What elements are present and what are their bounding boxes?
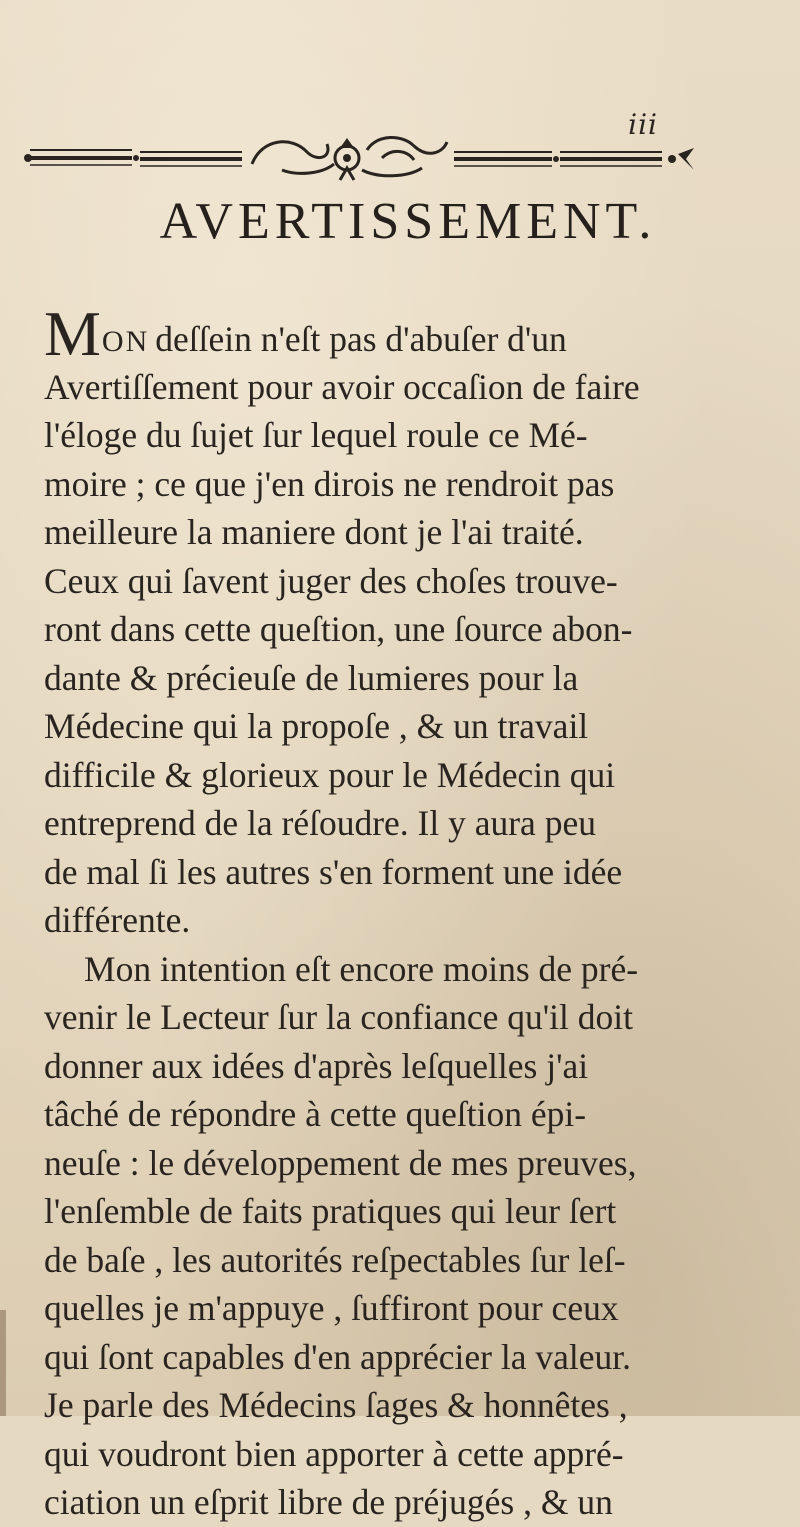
- section-heading: AVERTISSEMENT.: [159, 193, 657, 250]
- text-line: Avertiſſement pour avoir occaſion de faire: [44, 366, 640, 407]
- text-line: venir le Lecteur ſur la confiance qu'il doit: [44, 997, 633, 1037]
- drop-initial: M: [44, 298, 101, 369]
- line-text: deſſein n'eſt pas d'abuſer d'un: [155, 319, 567, 359]
- text-line: [44, 298, 774, 369]
- text-line: meilleure la maniere dont je l'ai traité.: [44, 512, 584, 552]
- text-line: ront dans cette queſtion, une ſource abon-: [44, 609, 633, 649]
- page-binding-edge: [0, 1310, 6, 1416]
- text-line: l'éloge du ſujet ſur lequel roule ce Mé-: [44, 415, 588, 455]
- text-line: Je parle des Médecins ſages & honnêtes ,: [44, 1385, 628, 1425]
- text-line: Ceux qui ſavent juger des choſes trouve-: [44, 560, 618, 601]
- text-line: de baſe , les autorités reſpectables ſur leſ-: [44, 1239, 626, 1280]
- text-line: différente.: [44, 900, 191, 940]
- text-line: difficile & glorieux pour le Médecin qui: [44, 754, 616, 795]
- text-line: moire ; ce que j'en dirois ne rendroit pas: [44, 463, 615, 504]
- text-line: neuſe : le développement de mes preuves,: [44, 1142, 637, 1183]
- text-line: tâché de répondre à cette queſtion épi-: [44, 1094, 587, 1134]
- text-line: de mal ſi les autres s'en forment une idée: [44, 851, 623, 892]
- body-text: [44, 298, 774, 1527]
- first-word-rest: ON: [101, 325, 150, 358]
- text-line: entreprend de la réſoudre. Il y aura peu: [44, 803, 596, 843]
- text-line: qui ſont capables d'en apprécier la valeur.: [44, 1336, 631, 1377]
- page-number: iii: [628, 108, 658, 141]
- text-line: quelles je m'appuye , ſuffiront pour ceux: [44, 1288, 619, 1328]
- headpiece-ornament: [22, 128, 722, 188]
- text-line: ciation un eſprit libre de préjugés , & un: [44, 1482, 613, 1522]
- text-line: l'enſemble de faits pratiques qui leur ſert: [44, 1191, 617, 1231]
- text-line: donner aux idées d'après leſquelles j'ai: [44, 1045, 589, 1086]
- text-line: qui voudront bien apporter à cette appré-: [44, 1433, 624, 1474]
- text-line: dante & précieuſe de lumieres pour la: [44, 657, 579, 698]
- text-line: Mon intention eſt encore moins de pré-: [84, 948, 639, 989]
- text-line: Médecine qui la propoſe , & un travail: [44, 706, 589, 746]
